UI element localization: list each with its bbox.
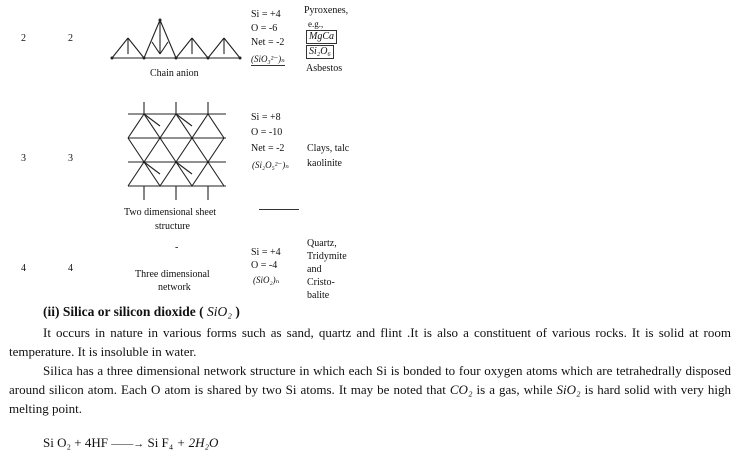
section-heading <box>43 304 240 320</box>
row2-example-2: kaolinite <box>307 158 342 169</box>
section-heading-close: ) <box>235 304 240 319</box>
row3-example-2: Tridymite <box>307 251 347 262</box>
row3-example-3: and <box>307 264 322 275</box>
row1-example-2: e.g., <box>308 19 324 29</box>
chemical-equation <box>43 435 218 451</box>
paragraph-structure-b: is a gas, while <box>476 382 553 397</box>
row2-structure-label-2: structure <box>155 221 190 232</box>
row2-o-charge: O = -10 <box>251 127 283 138</box>
row2-structure-label-1: Two dimensional sheet <box>124 207 217 218</box>
row3-example-5: balite <box>307 290 330 301</box>
row1-example-5: Asbestos <box>306 63 343 74</box>
row2-formula: (Si₂O₅²⁻)ₙ <box>252 160 289 170</box>
paragraph-structure-a: Silica has a three dimensional network structure in which each Si is bonded to four oxygen atoms which are tetrahedrally disposed around silicon atom. Each O atom is shared by two Si atoms. It may be noted that <box>9 363 731 397</box>
row3-example-4: Cristo- <box>307 277 335 288</box>
row3-dash: - <box>175 242 179 253</box>
row3-col2: 4 <box>68 263 73 274</box>
row3-formula: (SiO₂)ₙ <box>253 275 280 285</box>
row1-o-charge: O = -6 <box>251 23 278 34</box>
section-heading-formula: SiO₂ <box>207 304 232 319</box>
chain-anion-diagram <box>108 12 250 64</box>
row2-col1: 3 <box>21 153 26 164</box>
co2-formula: CO₂ <box>449 382 473 397</box>
row1-structure-label: Chain anion <box>150 68 199 79</box>
row1-net-charge: Net = -2 <box>251 37 285 48</box>
sheet-structure-diagram <box>122 100 232 204</box>
equation-rhs-a: Si F₄ <box>147 435 174 450</box>
row1-formula: (SiO₃²⁻)ₙ <box>251 54 285 64</box>
row2-net-charge: Net = -2 <box>251 143 285 154</box>
row1-example-4: Si₂O₆ <box>306 45 334 59</box>
row3-structure-label-2: network <box>158 282 191 293</box>
row3-structure-label-1: Three dimensional <box>135 269 210 280</box>
equation-arrow: ——→ <box>111 438 145 450</box>
row2-divider <box>259 209 299 210</box>
section-heading-text: (ii) Silica or silicon dioxide ( <box>43 304 204 319</box>
row1-si-charge: Si = +4 <box>251 9 281 20</box>
row1-example-1: Pyroxenes, <box>304 5 349 16</box>
equation-rhs-b: + 2H₂O <box>176 435 219 450</box>
equation-lhs: Si O₂ + 4HF <box>43 435 108 450</box>
row1-col1: 2 <box>21 33 26 44</box>
row3-si-charge: Si = +4 <box>251 247 281 258</box>
row3-example-1: Quartz, <box>307 238 337 249</box>
row3-o-charge: O = -4 <box>251 260 278 271</box>
row2-col2: 3 <box>68 153 73 164</box>
sio2-formula: SiO₂ <box>556 382 581 397</box>
paragraph-structure <box>9 361 731 418</box>
row2-si-charge: Si = +8 <box>251 112 281 123</box>
paragraph-structure-c: is hard solid with very high melting point. <box>9 382 732 416</box>
row2-example-1: Clays, talc <box>307 143 350 154</box>
row1-example-3: MgCa <box>306 30 337 44</box>
row1-col2: 2 <box>68 33 73 44</box>
paragraph-occurrence: It occurs in nature in various forms such as sand, quartz and flint .It is also a constituent of various rocks. It is solid at room temperature. It is insoluble in water. <box>9 325 731 359</box>
row3-col1: 4 <box>21 263 26 274</box>
